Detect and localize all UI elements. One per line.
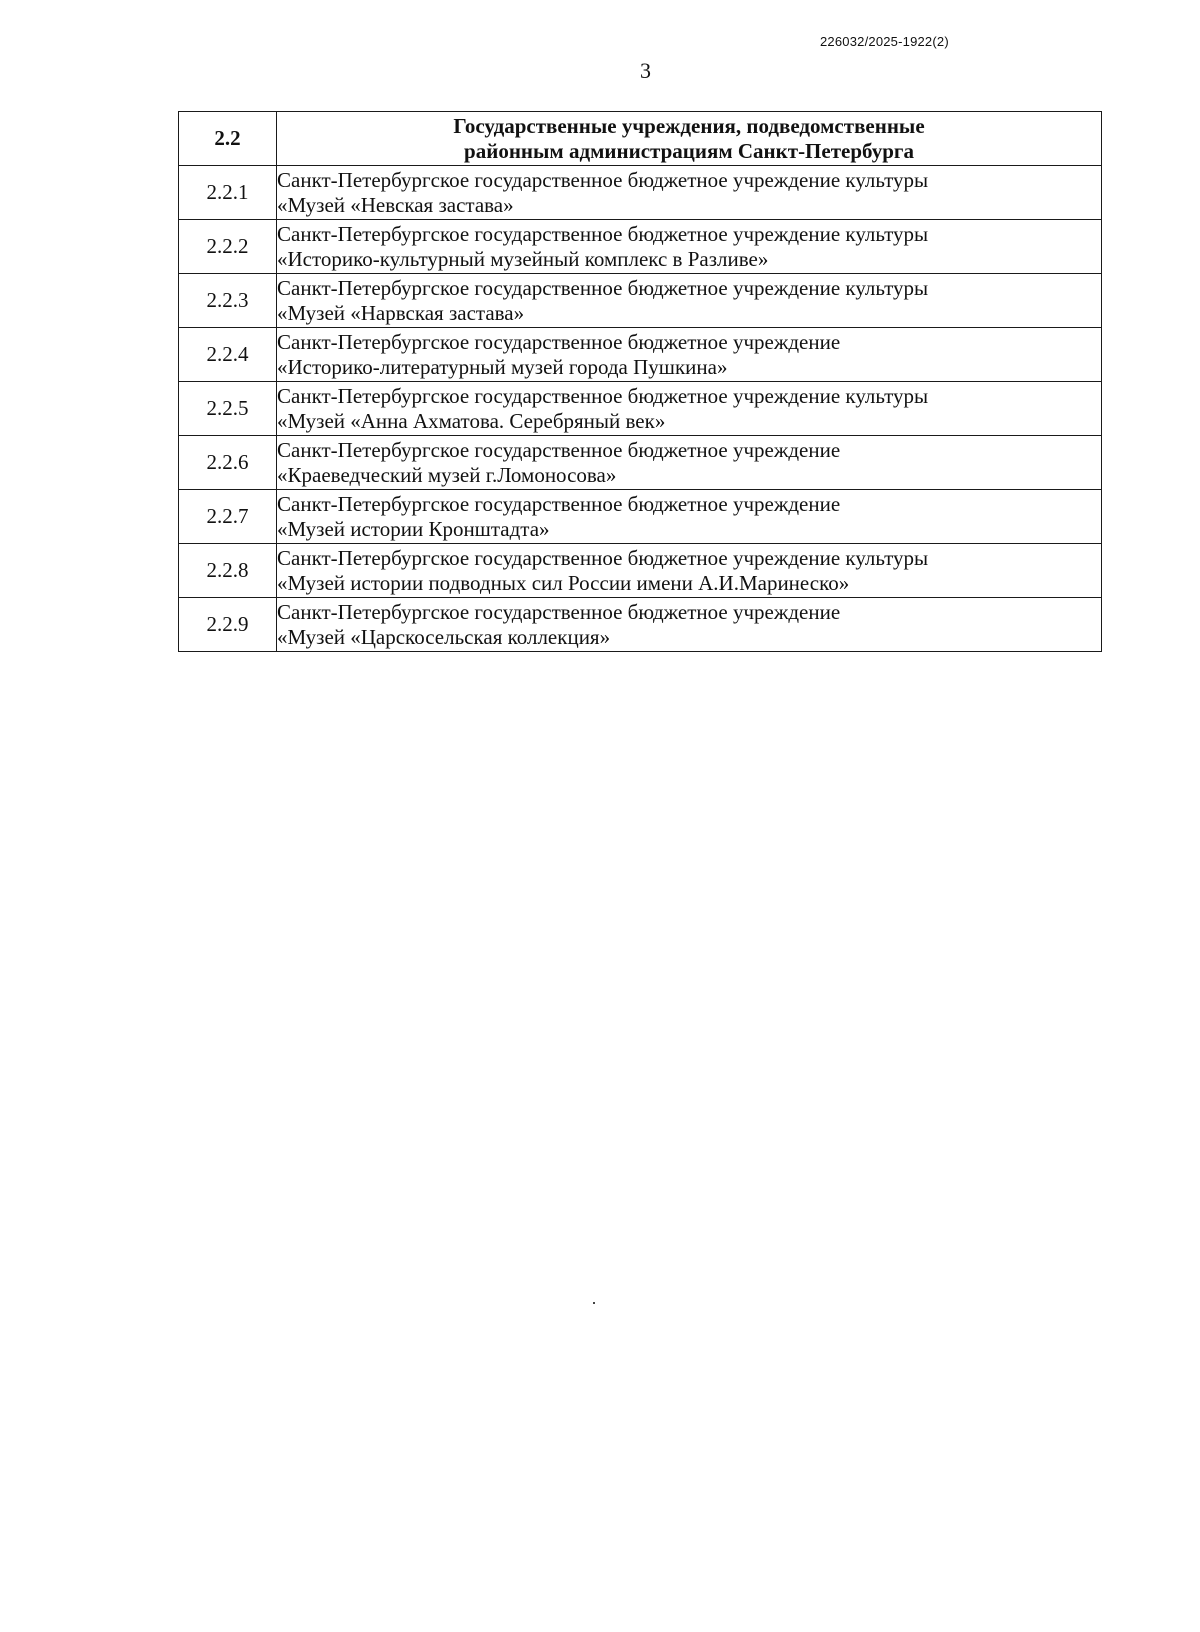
institutions-table	[178, 111, 1102, 652]
institution-name-line2: «Историко-литературный музей города Пушкина»	[277, 354, 728, 379]
table-row	[179, 166, 1102, 220]
institution-name-line2: «Музей истории Кронштадта»	[277, 516, 550, 541]
institution-name	[277, 328, 1102, 382]
row-number: 2.2.2	[179, 220, 277, 274]
row-number: 2.2.6	[179, 436, 277, 490]
page-number: 3	[640, 58, 651, 83]
institution-name-line1: Санкт-Петербургское государственное бюджетное учреждение	[277, 491, 841, 516]
institution-name-line1: Санкт-Петербургское государственное бюджетное учреждение культуры	[277, 167, 929, 192]
institution-name-line2: «Музей «Царскосельская коллекция»	[277, 624, 611, 649]
institution-name-line2: «Музей истории подводных сил России имени А.И.Маринеско»	[277, 570, 850, 595]
table-row	[179, 598, 1102, 652]
row-number: 2.2.4	[179, 328, 277, 382]
institution-name-line1: Санкт-Петербургское государственное бюджетное учреждение	[277, 437, 841, 462]
institution-name	[277, 598, 1102, 652]
institution-name	[277, 490, 1102, 544]
institution-name	[277, 274, 1102, 328]
section-title-line1: Государственные учреждения, подведомственные	[453, 113, 925, 138]
row-number: 2.2.7	[179, 490, 277, 544]
institution-name	[277, 544, 1102, 598]
institution-name-line1: Санкт-Петербургское государственное бюджетное учреждение	[277, 599, 841, 624]
table-row	[179, 382, 1102, 436]
document-registration-number: 226032/2025-1922(2)	[820, 34, 949, 49]
row-number: 2.2.9	[179, 598, 277, 652]
institution-name-line2: «Музей «Нарвская застава»	[277, 300, 525, 325]
institution-name-line1: Санкт-Петербургское государственное бюджетное учреждение	[277, 329, 841, 354]
table-row	[179, 544, 1102, 598]
institution-name-line2: «Краеведческий музей г.Ломоносова»	[277, 462, 617, 487]
section-header-row	[179, 112, 1102, 166]
table-row	[179, 328, 1102, 382]
institution-name	[277, 220, 1102, 274]
institution-name-line2: «Историко-культурный музейный комплекс в Разливе»	[277, 246, 769, 271]
row-number: 2.2.5	[179, 382, 277, 436]
table-row	[179, 436, 1102, 490]
table-row	[179, 490, 1102, 544]
row-number: 2.2.3	[179, 274, 277, 328]
table-row	[179, 274, 1102, 328]
institution-name	[277, 382, 1102, 436]
institution-name	[277, 166, 1102, 220]
institution-name-line1: Санкт-Петербургское государственное бюджетное учреждение культуры	[277, 383, 929, 408]
section-title-line2: районным администрациям Санкт-Петербурга	[464, 138, 914, 163]
scan-speck	[593, 1302, 595, 1304]
table-row	[179, 220, 1102, 274]
row-number: 2.2.1	[179, 166, 277, 220]
section-number: 2.2	[179, 112, 277, 166]
row-number: 2.2.8	[179, 544, 277, 598]
institution-name-line2: «Музей «Анна Ахматова. Серебряный век»	[277, 408, 666, 433]
institution-name-line2: «Музей «Невская застава»	[277, 192, 514, 217]
section-title	[277, 112, 1102, 166]
institution-name	[277, 436, 1102, 490]
institution-name-line1: Санкт-Петербургское государственное бюджетное учреждение культуры	[277, 545, 929, 570]
institution-name-line1: Санкт-Петербургское государственное бюджетное учреждение культуры	[277, 275, 929, 300]
institution-name-line1: Санкт-Петербургское государственное бюджетное учреждение культуры	[277, 221, 929, 246]
